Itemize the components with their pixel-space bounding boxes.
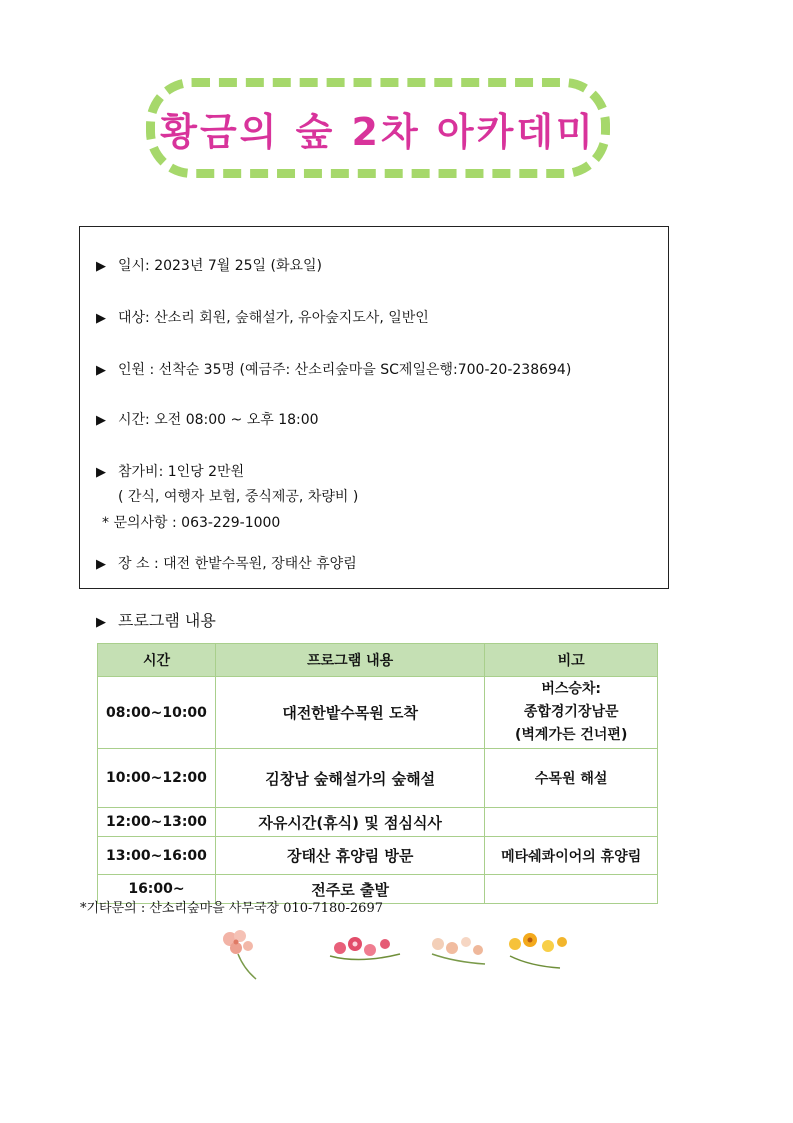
row-content: 김창남 숲해설가의 숲해설	[215, 749, 484, 808]
row-content: 대전한밭수목원 도착	[215, 677, 484, 749]
row-time: 08:00~10:00	[98, 677, 216, 749]
info-capacity	[96, 359, 571, 379]
table-header-row	[98, 644, 658, 677]
footnote: *기타문의 : 산소리숲마을 사무국장 010-7180-2697	[80, 901, 383, 916]
program-heading-text: 프로그램 내용	[118, 611, 216, 630]
table-row	[98, 808, 658, 837]
fee-detail-text: ( 간식, 여행자 보험, 중식제공, 차량비 )	[118, 489, 359, 505]
inquiry-text: * 문의사항 : 063-229-1000	[102, 515, 281, 531]
bullet-arrow-icon: ▶	[96, 259, 106, 274]
row-time: 13:00~16:00	[98, 837, 216, 875]
col-header-note: 비고	[485, 644, 658, 677]
flower-yellow-icon	[509, 933, 567, 968]
row-time: 10:00~12:00	[98, 749, 216, 808]
bullet-arrow-icon: ▶	[96, 363, 106, 378]
place-text: 장 소 : 대전 한밭수목원, 장태산 휴양림	[118, 556, 357, 572]
info-time	[96, 409, 319, 429]
table-row	[98, 837, 658, 875]
bullet-arrow-icon: ▶	[96, 615, 106, 630]
target-text: 대상: 산소리 회원, 숲해설가, 유아숲지도사, 일반인	[118, 310, 429, 326]
row-time: 12:00~13:00	[98, 808, 216, 837]
row-content: 장태산 휴양림 방문	[215, 837, 484, 875]
info-date	[96, 255, 322, 275]
note-line: 종합경기장남문	[523, 704, 619, 721]
program-heading	[96, 608, 216, 631]
note-line: 버스승차:	[541, 681, 602, 697]
row-content: 전주로 출발	[215, 875, 484, 904]
bullet-arrow-icon: ▶	[96, 413, 106, 428]
flower-peach-icon	[432, 937, 485, 964]
date-text: 일시: 2023년 7월 25일 (화요일)	[118, 258, 322, 274]
col-header-time: 시간	[98, 644, 216, 677]
flower-red-icon	[330, 937, 400, 960]
row-note	[485, 875, 658, 904]
row-note	[485, 677, 658, 749]
bullet-arrow-icon: ▶	[96, 465, 106, 480]
info-box	[79, 226, 669, 589]
row-time: 16:00~	[98, 875, 216, 904]
row-note: 수목원 해설	[485, 749, 658, 808]
info-fee	[96, 461, 244, 481]
info-target	[96, 307, 429, 327]
info-place	[96, 553, 357, 573]
fee-text: 참가비: 1인당 2만원	[118, 464, 245, 480]
col-header-content: 프로그램 내용	[215, 644, 484, 677]
page-title: 황금의 숲 2차 아카데미	[160, 109, 596, 154]
bullet-arrow-icon: ▶	[96, 311, 106, 326]
row-note	[485, 808, 658, 837]
flower-pink-icon	[223, 930, 256, 979]
time-text: 시간: 오전 08:00 ~ 오후 18:00	[118, 412, 319, 428]
table-row	[98, 749, 658, 808]
capacity-text: 인원 : 선착순 35명 (예금주: 산소리숲마을 SC제일은행:700-20-238694)	[118, 362, 572, 378]
row-note: 메타쉐콰이어의 휴양림	[485, 837, 658, 875]
row-content: 자유시간(휴식) 및 점심식사	[215, 808, 484, 837]
flower-decoration	[210, 924, 590, 984]
program-table	[97, 643, 658, 904]
bullet-arrow-icon: ▶	[96, 557, 106, 572]
note-line: (벽계가든 건너편)	[515, 727, 628, 744]
table-row	[98, 677, 658, 749]
